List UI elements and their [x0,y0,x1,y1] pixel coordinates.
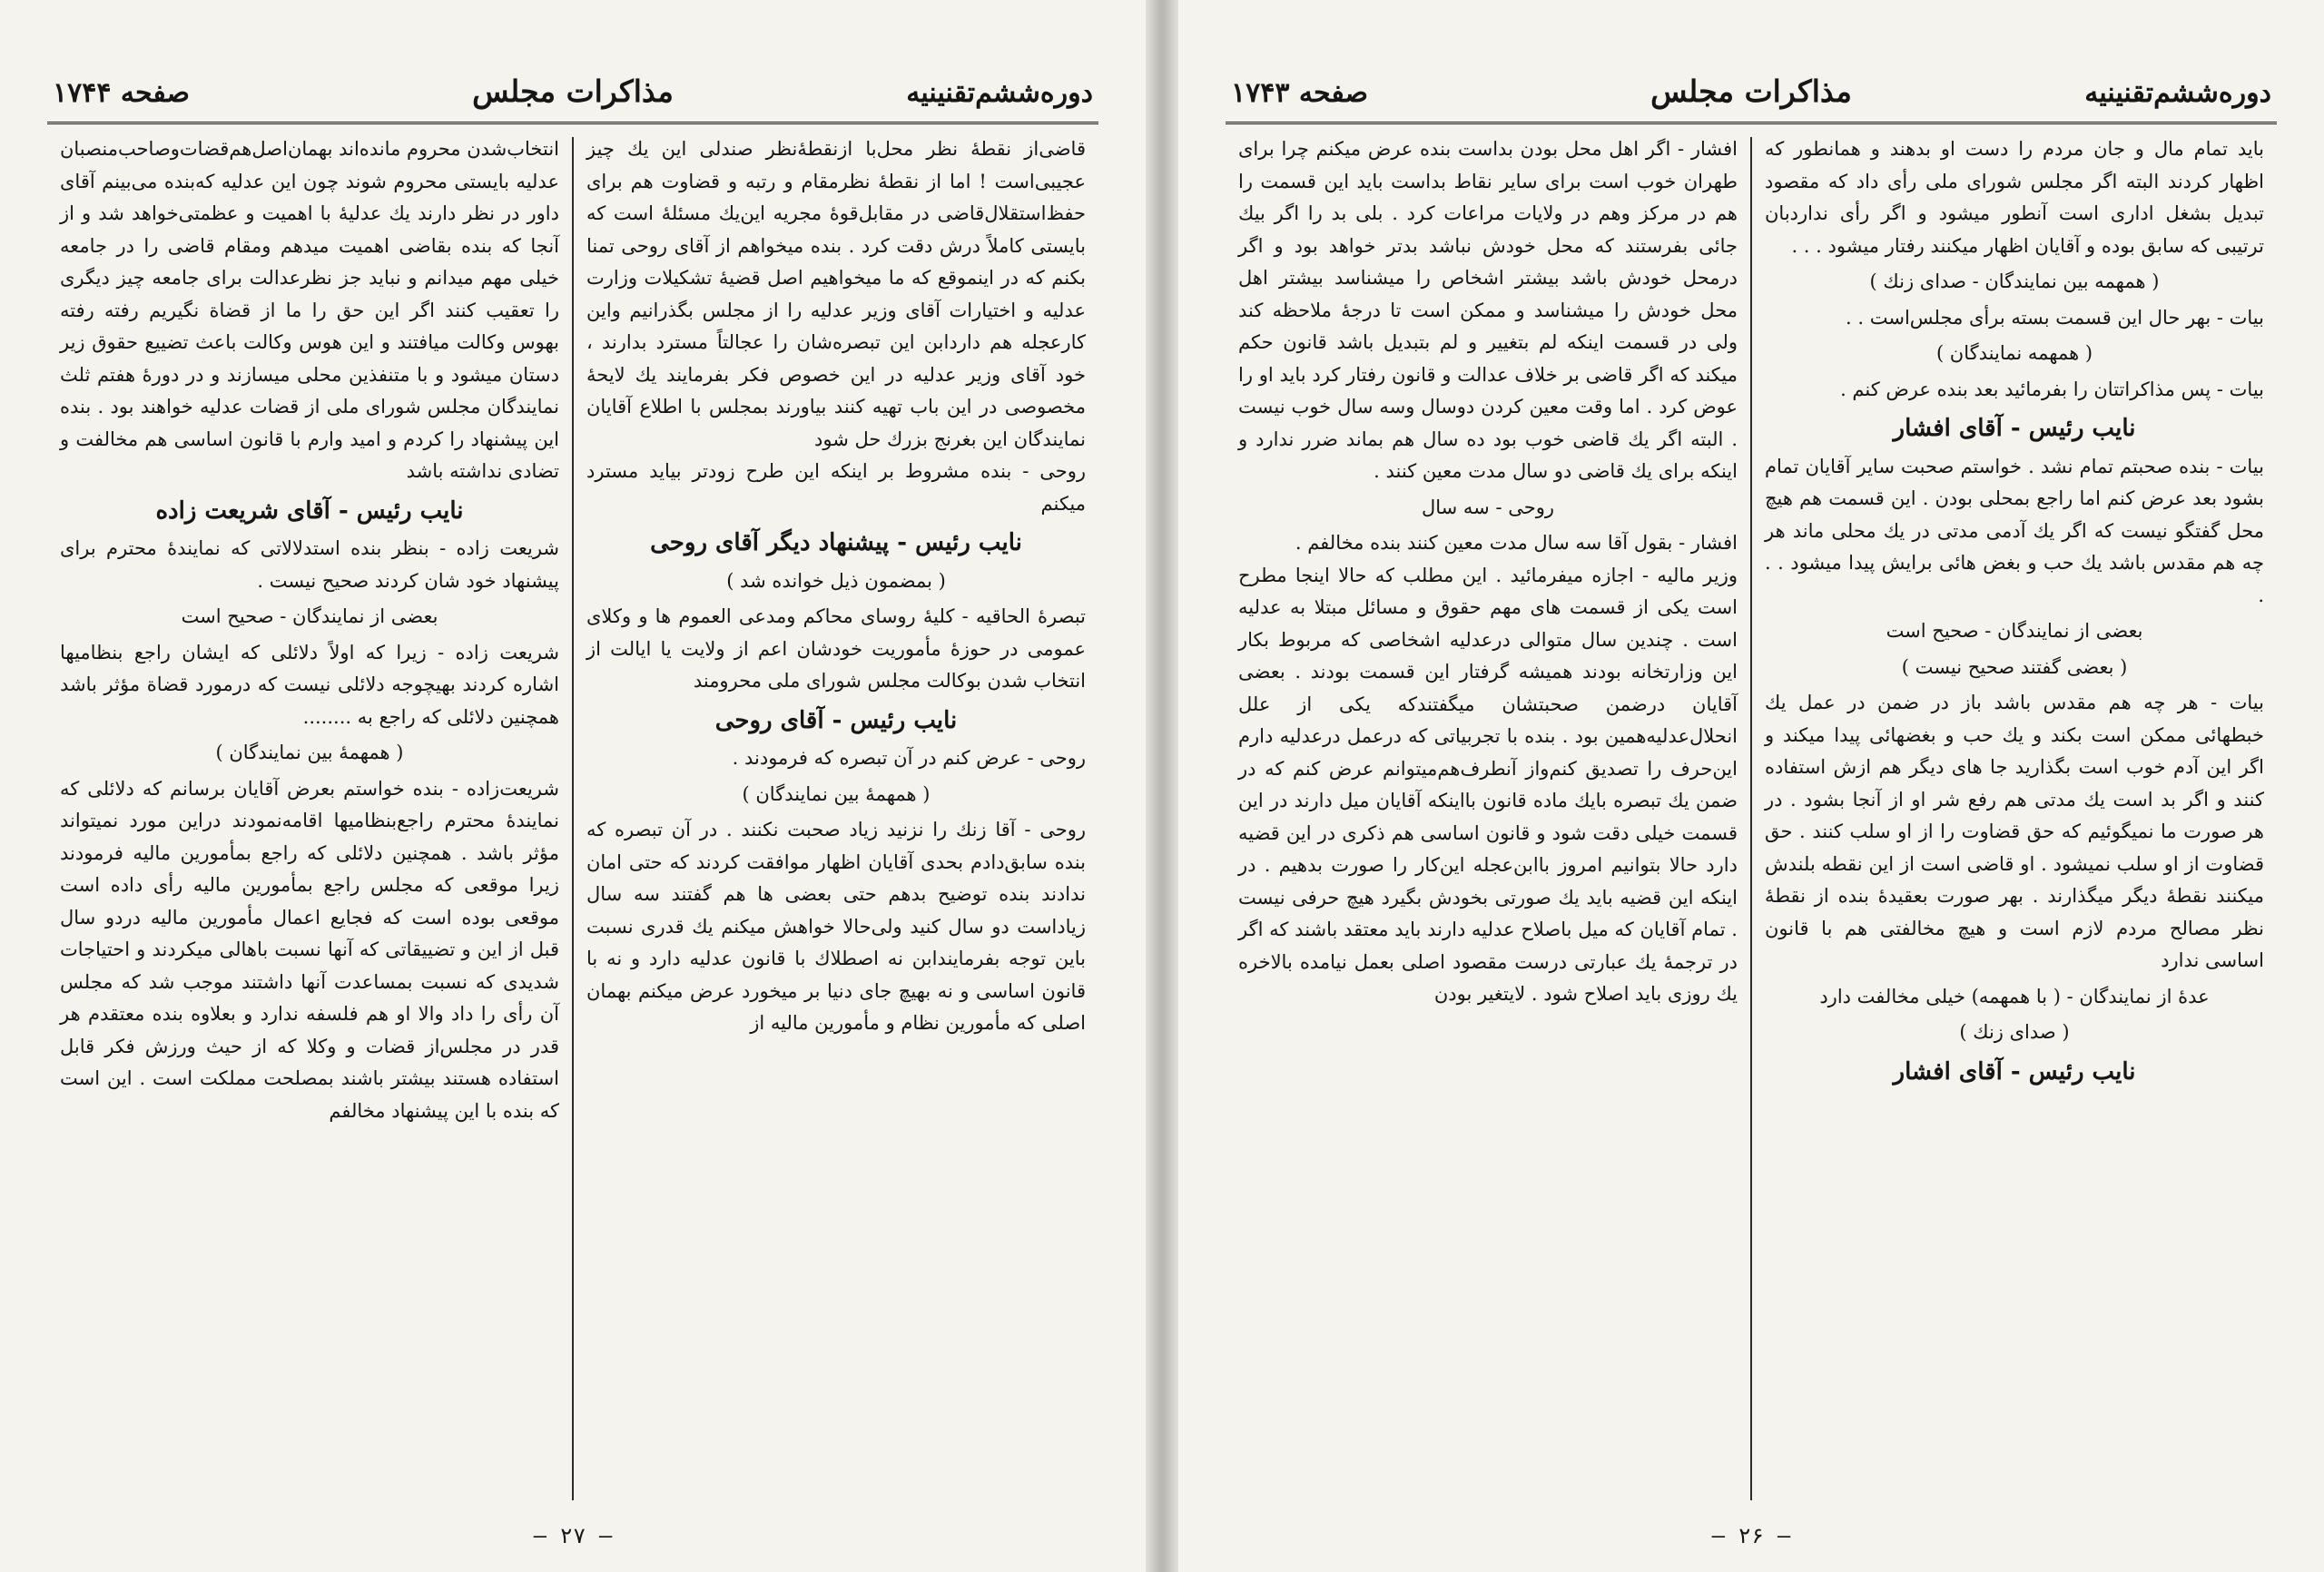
column-left [1226,133,1750,1504]
parenthetical-line: بعضی از نمایندگان - صحیح است [181,605,438,627]
parenthetical-line: ( بعضی گفتند صحیح نیست ) [1901,655,2128,678]
page-footer-number: — ۲۶ — [1711,1523,1791,1548]
parenthetical-line: ( همهمهٔ بین نمایندگان ) [215,742,404,763]
page-header [1226,54,2277,116]
speaker-heading: نایب رئیس - آقای شریعت زاده [155,496,464,525]
parenthetical-line: ( بمضمون ذیل خوانده شد ) [726,569,946,592]
column-divider [572,137,574,1500]
header-rule [47,122,1098,124]
book-gutter [1146,0,1178,1572]
right-page [1178,0,2324,1572]
paragraph: قاضی‌از نقطهٔ نظر محل‌با ازنقطهٔ‌نظر صندلی این یك چیز عجیبی‌است ! اما از نقطهٔ نظرمقام و رتبه و قضاوت هم برای حفظ‌استقلال‌قاضی در مقابل‌قوهٔ مجریه این‌یك مسئلهٔ است که بایستی کاملاً درش دقت کرد . بنده میخواهم از آقای روحی تمنا بکنم که در اینموقع که ما میخواهیم اصل قضیهٔ تشکیلات وزارت عدلیه و اختیارات آقای وزیر عدلیه را از مجلس بگذرانیم واین کارعجله هم داردابن این تبصره‌شان را عجالتاً مسترد بدارند ، خود آقای وزیر عدلیه در این خصوص فکر بفرمایند یك لایحهٔ مخصوصی در این باب تهیه کنند بیاورند بمجلس با اطلاع آقایان نمایندگان این بغرنج بزرك حل شود [586,138,1086,450]
paragraph: بیات - پس مذاکراتتان را بفرمائید بعد بنده عرض کنم . [1840,378,2264,400]
speaker-heading: نایب رئیس - آقای افشار [1893,1057,2136,1086]
paragraph: انتخاب‌شدن محروم مانده‌اند بهمان‌اصل‌هم‌قضات‌وصاحب‌منصبان عدلیه بایستی محروم شوند چون این عدلیه که‌بنده می‌بینم آقای داور در نظر دارند یك عدلیهٔ با اهمیت و عظمتی‌خواهد شد و از آنجا که بنده بقاضی اهمیت میدهم ومقام قاضی را در جامعه خیلی مهم میدانم و نباید جز نظرعدالت برای جامعه چیز دیگری را تعقیب کنند اگر این حق را ما از قضاة نگیریم رفته رفته بهوس وکالت میافتند و این هوس وکالت باعث تضییع حقوق زیر دستان میشود و با متنفذین محلی میسازند و در دورهٔ هفتم ثلث نمایندگان مجلس شورای ملی از قضات عدلیه خواهند بود . بنده این پیشنهاد را کردم و امید وارم با قانون اساسی هم مخالفت و تضادی نداشته باشد [59,138,559,482]
column-divider [1750,137,1752,1500]
paragraph: تبصرهٔ الحاقیه - کلیهٔ روسای محاکم ومدعی العموم ها و وکلای عمومی در حوزهٔ مأموریت خودشان اعم از ولایت یا ایالت از انتخاب شدن بوکالت مجلس شورای ملی محرومند [586,605,1086,692]
text-columns [1226,133,2277,1504]
page-number-label: صفحه ۱۷۴۴ [53,77,190,109]
text-columns [47,133,1098,1504]
parenthetical-line: ( همهمه بین نمایندگان - صدای زنك ) [1869,270,2160,292]
speaker-heading: نایب رئیس - آقای روحی [714,706,958,734]
parenthetical-line: بعضی از نمایندگان - صحیح است [1886,620,2143,642]
column-left [47,133,572,1504]
volume-label: دوره‌ششم‌تقنینیه [906,77,1093,109]
paragraph: باید تمام مال و جان مردم را دست او بدهند و همانطور که اظهار کردند البته اگر مجلس شورای ملی رأی داد که مقصود تبدیل بشغل اداری است آنطور میشود و اگر رأی نداردبان ترتیبی که سابق بوده و آقایان اظهار میکنند رفتار میشود . . . [1765,138,2264,257]
parenthetical-line: عدهٔ از نمایندگان - ( با همهمه) خیلی مخالفت دارد [1819,985,2210,1007]
paragraph: روحی - بنده مشروط بر اینکه این طرح زودتر بیاید مسترد میکنم [586,460,1086,515]
paragraph: شریعت‌زاده - بنده خواستم بعرض آقایان برسانم که دلائلی که نمایندهٔ محترم راجع‌بنظامیها اقامه‌نمودند دراین مورد نمیتواند مؤثر باشد . همچنین دلائلی که راجع بمأمورین مالیه فرمودند زیرا موقعی که مجلس راجع بمأمورین مالیه رأی داده است موقعی بوده است که فجایع اعمال مأمورین مالیه دردو سال قبل از این و تضییقاتی که آنها نسبت باهالی میکردند و احتیاجات شدیدی که نسبت بمساعدت آنها داشتند موجب شد که مجلس آن رأی را داد والا او هم فلسفه ندارد و بعلاوه بنده معتقدم هر قدر در مجلس‌از قضات و وکلا که از حیث ورزش فکر قابل استفاده هستند بیشتر باشند بمصلحت مملکت است . این است که بنده با این پیشنهاد مخالفم [60,777,559,1122]
volume-label: دوره‌ششم‌تقنینیه [2084,77,2271,109]
paragraph: بیات - بهر حال این قسمت بسته برأی مجلس‌است . . [1846,306,2264,329]
parenthetical-line: ( صدای زنك ) [1959,1021,2070,1043]
paragraph: بیات - هر چه هم مقدس باشد باز در ضمن در عمل یك خبطهائی ممکن است بکند و یك حب و بغضهائی پیدا میکند و اگر این آدم خوب است بگذارید جا های دیگر هم ازش استفاده کنند و اگر بد است یك مدتی هم رفع شر او از آنجا بشود . در هر صورت ما نمیگوئیم که حق قضاوت را از او سلب کنند . حق قضاوت از او سلب نمیشود . او قاضی است از این نقطه بلندش میکنند نقطهٔ دیگر میگذارند . بهر صورت بعقیدهٔ بنده از نقطهٔ نظر مصالح مردم لازم است و هیچ مخالفتی هم با قانون اساسی ندارد [1765,692,2264,971]
paragraph: افشار - اگر اهل محل بودن بداست بنده عرض میکنم چرا برای طهران خوب است برای سایر نقاط بداست باید این قسمت را هم در مرکز وهم در ولایات مراعات کرد . بلی بد را اگر بیك جائی بفرستند که محل خودش نباشد بدتر خواهد بود و اگر درمحل خودش باشد بیشتر اشخاص را میشناسد بیشتر اهل محل خودش را میشناسد و ممکن است تا درجهٔ ملاحظه کند ولی در قسمت اینکه لم بتغییر و لم بتبدیل باشد قانون حکم میکند که اگر قاضی بر خلاف عدالت و قانون رفتار کرد باید او را عوض کرد . اما وقت معین کردن دوسال وسه سال خوب نیست . البته اگر یك قاضی خوب بود ده سال هم بماند ضرر ندارد و اینکه برای یك قاضی دو سال مدت معین کنند . [1238,138,1738,482]
paragraph: افشار - بقول آقا سه سال مدت معین کنند بنده مخالفم . [1295,532,1738,554]
speaker-heading: نایب رئیس - پیشنهاد دیگر آقای روحی [650,529,1022,556]
page-number-label: صفحه ۱۷۴۳ [1231,77,1368,109]
column-right [574,133,1098,1504]
parenthetical-line: روحی - سه سال [1422,496,1554,518]
header-rule [1226,122,2277,124]
journal-title: مذاکرات مجلس [472,74,674,109]
speaker-heading: نایب رئیس - آقای افشار [1893,415,2136,442]
page-footer-number: — ۲۷ — [533,1523,613,1548]
parenthetical-line: ( همهمهٔ بین نمایندگان ) [742,782,931,805]
paragraph: شریعت زاده - بنظر بنده استدلالاتی که نمایندهٔ محترم برای پیشنهاد خود شان کردند صحیح نیست . [60,537,559,592]
parenthetical-line: ( همهمه نمایندگان ) [1935,342,2093,364]
paragraph: بیات - بنده صحبتم تمام نشد . خواستم صحبت سایر آقایان تمام بشود بعد عرض کنم اما راجع بمحلی بودن . این قسمت هم هیچ محل گفتگو نیست که اگر یك آدمی مدتی در یك محلی ماند هر چه هم مقدس باشد یك حب و بغض هائی برایش پیدا میشود . . . [1765,455,2264,606]
paragraph: روحی - عرض کنم در آن تبصره که فرمودند . [732,747,1086,769]
left-page [0,0,1146,1572]
paragraph: وزیر مالیه - اجازه میفرمائید . این مطلب که حالا اینجا مطرح است یکی از قسمت های مهم حقوق و مسائل مبتلا به عدلیه است . چندین سال متوالی درعدلیه اشخاصی که مربوط بکار این وزارتخانه بودند همیشه گرفتار این قسمت بودند . بعضی آقایان درضمن صحبتشان میگفتندکه یکی از علل انحلال‌عدلیه‌همین بود . بنده با تجربیاتی که درعمل درعدلیه دارم این‌حرف را تصدیق کنم‌واز آنطرف‌هم‌میتوانم عرض کنم که در ضمن یك تبصره بایك ماده قانون بااینکه آقایان میل دارند در این قسمت خیلی دقت شود و قانون اساسی هم ذکری در این قضیه دارد حالا بتوانیم امروز باابن‌عجله این‌کار را صورت بدهیم . در اینکه این قضیه باید یك صورتی بخودش بگیرد هیچ حرفی نیست . تمام آقایان که میل باصلاح عدلیه دارند باید معتقد باشند که اگر در ترجمهٔ یك عبارتی درست مقصود اصلی بعمل نیامده بالاخره یك روزی باید اصلاح شود . لایتغیر بودن [1238,564,1738,1005]
column-right [1752,133,2277,1504]
paragraph: روحی - آقا زنك را نزنید زیاد صحبت نکنند . در آن تبصره که بنده سابق‌دادم بحدی آقایان اظهار موافقت کردند که حتی امان ندادند بنده توضیح بدهم حتی بعضی ها هم گفتند سه سال زیاداست دو سال کنید ولی‌حالا خواهش میکنم یك قدری نسبت باین توجه بفرمایندابن نه اصطلاك با قانون عدلیه دارد و نه با قانون اساسی و نه بهیچ جای دنیا بر میخورد عرض میکنم بهمان اصلی که مأمورین نظام و مأمورین مالیه از [586,819,1086,1034]
journal-title: مذاکرات مجلس [1650,74,1852,109]
page-header [47,54,1098,116]
paragraph: شریعت زاده - زیرا که اولاً دلائلی که ایشان راجع بنظامیها اشاره کردند بهیچوجه دلائلی نیست که درمورد قضاة مؤثر باشد همچنین دلائلی که راجع به ........ [60,641,559,728]
